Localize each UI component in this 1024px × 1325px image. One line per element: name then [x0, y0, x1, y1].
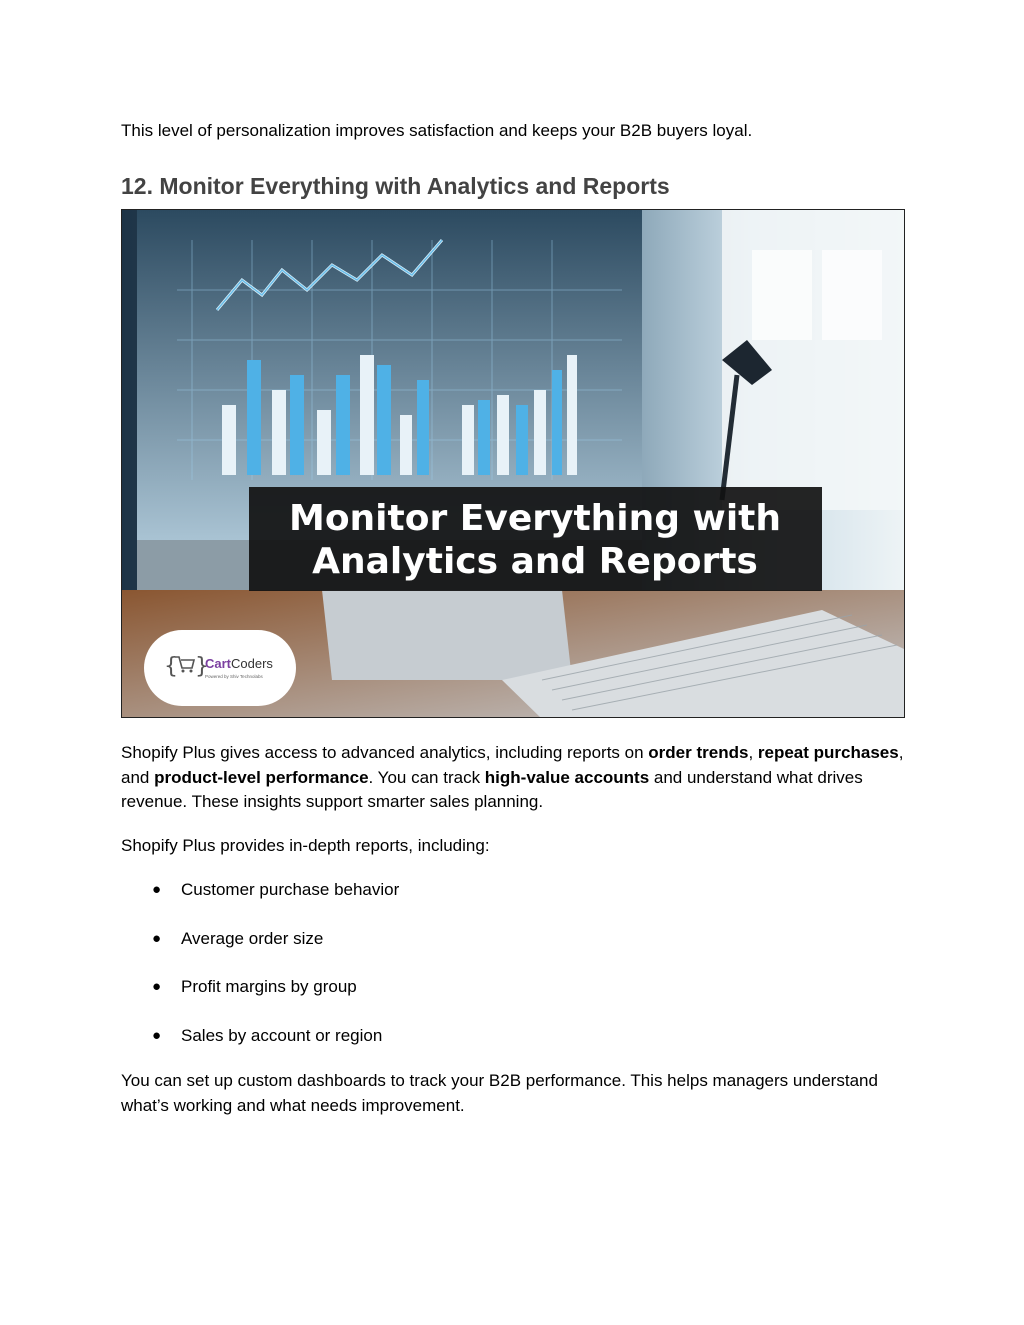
- list-item-text: Customer purchase behavior: [181, 880, 400, 899]
- logo-tagline: Powered by Shiv Technolabs: [205, 674, 263, 679]
- bold-product-level-performance: product-level performance: [154, 767, 369, 787]
- bold-high-value-accounts: high-value accounts: [484, 767, 650, 787]
- list-item-text: Sales by account or region: [181, 1026, 383, 1046]
- list-item-text: Profit margins by group: [181, 977, 357, 997]
- paragraph-text: and understand what drives revenue. These insights support smarter sales planning.: [121, 767, 863, 811]
- hero-overlay-line1: Monitor Everything with: [289, 498, 781, 539]
- dashboards-paragraph: You can set up custom dashboards to track your B2B performance. This helps managers understand what’s working and what needs improvement.: [121, 1071, 878, 1115]
- list-item-text: Average order size: [181, 928, 324, 948]
- list-item: [121, 927, 399, 976]
- paragraph-text: Shopify Plus gives access to advanced analytics, including reports on: [121, 743, 649, 762]
- list-item: [121, 878, 399, 927]
- reports-intro-paragraph: Shopify Plus provides in-depth reports, including:: [121, 836, 490, 855]
- svg-text:CartCoders: [205, 656, 273, 671]
- logo-name-cart: Cart: [205, 656, 232, 671]
- list-item: [121, 975, 399, 1024]
- paragraph-text: , and: [121, 743, 904, 787]
- bold-repeat-purchases: repeat purchases: [757, 743, 899, 762]
- reports-list: [121, 878, 399, 1073]
- bullet: ●: [152, 881, 162, 898]
- bullet: ●: [152, 929, 162, 947]
- svg-text:}: }: [195, 654, 209, 679]
- bullet: ●: [152, 1027, 162, 1045]
- analytics-monitor-illustration: [122, 210, 905, 718]
- svg-text:{: {: [164, 654, 178, 679]
- paragraph-text: ,: [748, 743, 758, 762]
- intro-paragraph: This level of personalization improves satisfaction and keeps your B2B buyers loyal.: [121, 121, 753, 140]
- hero-image: [121, 209, 905, 718]
- logo-name-coders: Coders: [231, 656, 273, 671]
- bold-order-trends: order trends: [648, 743, 749, 762]
- section-heading: 12. Monitor Everything with Analytics and Reports: [121, 173, 670, 199]
- analytics-paragraph: [121, 741, 905, 815]
- paragraph-text: . You can track: [368, 767, 485, 787]
- hero-overlay-line2: Analytics and Reports: [312, 541, 758, 582]
- bullet: ●: [152, 978, 162, 996]
- list-item: [121, 1024, 399, 1073]
